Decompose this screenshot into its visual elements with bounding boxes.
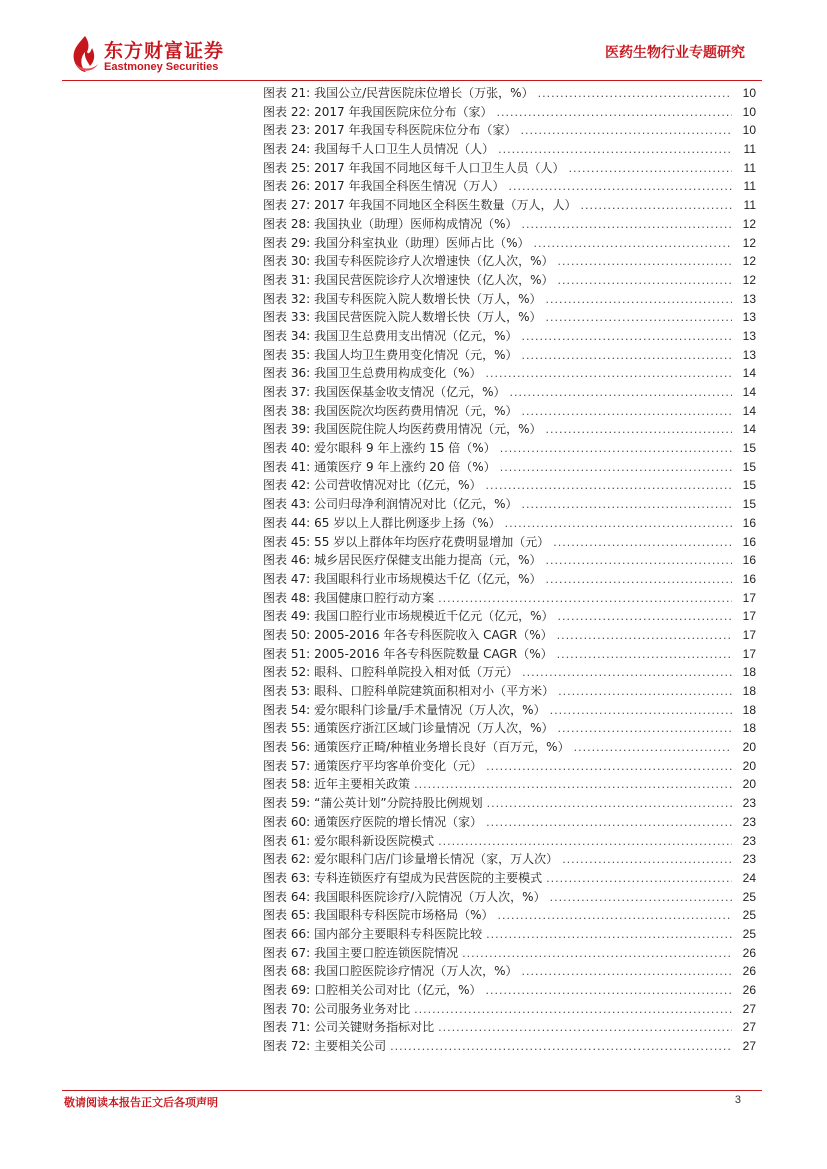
toc-entry[interactable] — [263, 1018, 756, 1037]
toc-entry-title: 口腔相关公司对比（亿元，%） — [314, 983, 482, 997]
toc-entry-page: 27 — [742, 1001, 756, 1016]
toc-entry-leader — [390, 1038, 732, 1056]
toc-entry-leader — [546, 552, 732, 570]
toc-entry[interactable] — [263, 84, 756, 103]
toc-entry-leader — [521, 122, 733, 140]
toc-entry-leader — [522, 328, 732, 346]
toc-entry-page: 16 — [742, 553, 756, 568]
toc-entry-page: 13 — [742, 291, 756, 306]
toc-entry-leader — [438, 833, 732, 851]
toc-entry-leader — [498, 907, 732, 925]
toc-entry-label: 图表 51: — [263, 646, 311, 661]
toc-entry-label: 图表 27: — [263, 198, 311, 213]
toc-entry-page: 10 — [742, 104, 756, 119]
toc-entry[interactable] — [263, 738, 756, 757]
toc-entry-page: 18 — [742, 702, 756, 717]
toc-entry[interactable] — [263, 682, 756, 701]
toc-entry-label: 图表 67: — [263, 945, 311, 960]
toc-entry-label: 图表 60: — [263, 814, 311, 829]
toc-entry-label: 图表 28: — [263, 216, 311, 231]
toc-entry-title: 公司营收情况对比（亿元，%） — [314, 478, 482, 493]
toc-entry-label: 图表 38: — [263, 403, 311, 418]
toc-entry-label: 图表 66: — [263, 926, 311, 941]
toc-entry-title: 我国眼科行业市场规模达千亿（亿元，%） — [314, 571, 542, 586]
toc-entry-leader — [558, 608, 732, 626]
toc-entry-page: 14 — [742, 366, 756, 381]
toc-entry-page: 25 — [742, 908, 756, 923]
toc-entry-page: 20 — [742, 758, 756, 773]
toc-entry-title: 近年主要相关政策 — [314, 777, 411, 792]
toc-entry-leader — [546, 421, 732, 439]
toc-entry-label: 图表 62: — [263, 852, 311, 867]
toc-entry[interactable] — [263, 346, 756, 365]
toc-entry-title: 爱尔眼科门诊量/手术量情况（万人次，%） — [314, 702, 546, 717]
toc-entry-leader — [557, 627, 732, 645]
toc-entry-label: 图表 71: — [263, 1020, 311, 1035]
toc-entry[interactable] — [263, 364, 756, 383]
toc-entry[interactable] — [263, 719, 756, 738]
toc-entry[interactable] — [263, 570, 756, 589]
toc-entry-leader — [498, 141, 732, 159]
toc-entry-label: 图表 70: — [263, 1001, 311, 1016]
toc-entry-label: 图表 29: — [263, 235, 311, 250]
toc-entry-title: 眼科、口腔科单院建筑面积相对小（平方米） — [314, 684, 555, 698]
toc-entry[interactable] — [263, 925, 756, 944]
toc-entry[interactable] — [263, 159, 756, 178]
toc-entry-title: 通策医疗医院的增长情况（家） — [314, 814, 483, 829]
toc-entry-label: 图表 69: — [263, 983, 311, 997]
toc-entry-page: 11 — [743, 160, 756, 175]
toc-entry-leader — [414, 776, 732, 794]
toc-entry-label: 图表 48: — [263, 590, 311, 605]
toc-entry-leader — [546, 291, 732, 309]
toc-entry-title: 2017 年我国全科医生情况（万人） — [314, 179, 505, 194]
toc-entry-page: 14 — [742, 385, 756, 399]
toc-entry-leader — [509, 178, 733, 196]
toc-entry-label: 图表 35: — [263, 347, 311, 362]
toc-entry-title: 我国每千人口卫生人员情况（人） — [314, 142, 495, 157]
toc-entry-label: 图表 26: — [263, 179, 311, 194]
toc-entry[interactable] — [263, 944, 756, 963]
toc-entry-title: 我国医院住院人均医药费用情况（元，%） — [314, 422, 542, 437]
toc-entry-page: 13 — [742, 328, 756, 343]
toc-entry-page: 26 — [742, 945, 756, 960]
toc-entry-leader — [574, 739, 732, 757]
toc-entry-page: 12 — [742, 254, 756, 269]
toc-entry-label: 图表 23: — [263, 123, 311, 138]
toc-entry-page: 13 — [742, 310, 756, 325]
toc-entry[interactable] — [263, 645, 756, 664]
toc-entry-title: 2017 年我国不同地区全科医生数量（万人，人） — [314, 198, 577, 213]
toc-entry[interactable] — [263, 196, 756, 215]
toc-entry-label: 图表 41: — [263, 459, 311, 474]
toc-entry-title: 2005-2016 年各专科医院收入 CAGR（%） — [314, 627, 553, 642]
toc-entry-title: 我国专科医院入院人数增长快（万人，%） — [314, 291, 542, 306]
toc-entry-label: 图表 30: — [263, 254, 311, 269]
toc-entry-label: 图表 37: — [263, 385, 311, 399]
toc-entry-page: 15 — [742, 497, 756, 512]
toc-entry-label: 图表 42: — [263, 478, 311, 493]
toc-entry-page: 23 — [742, 796, 756, 811]
toc-entry-title: 2017 年我国专科医院床位分布（家） — [314, 123, 517, 138]
toc-entry[interactable] — [263, 308, 756, 327]
toc-entry-page: 11 — [743, 198, 756, 213]
toc-entry-label: 图表 45: — [263, 534, 311, 549]
toc-entry[interactable] — [263, 103, 756, 122]
toc-entry-page: 25 — [742, 889, 756, 904]
toc-entry-leader — [538, 85, 732, 103]
toc-entry-label: 图表 32: — [263, 291, 311, 306]
toc-entry-title: 城乡居民医疗保健支出能力提高（元，%） — [314, 553, 542, 568]
toc-entry-leader — [486, 982, 732, 1000]
toc-entry-leader — [546, 309, 732, 327]
toc-entry[interactable] — [263, 476, 756, 495]
toc-entry[interactable] — [263, 533, 756, 552]
toc-entry-label: 图表 31: — [263, 272, 311, 287]
toc-entry-page: 23 — [742, 814, 756, 829]
toc-entry-leader — [550, 702, 732, 720]
toc-entry[interactable] — [263, 177, 756, 196]
toc-entry-page: 17 — [742, 590, 756, 605]
toc-entry-title: 我国专科医院诊疗人次增速快（亿人次，%） — [314, 254, 554, 269]
toc-entry-label: 图表 21: — [263, 86, 311, 100]
toc-entry-page: 11 — [743, 142, 756, 157]
toc-entry-title: 我国眼科专科医院市场格局（%） — [314, 908, 494, 923]
toc-entry-title: 公司服务业务对比 — [314, 1001, 411, 1016]
toc-entry-page: 15 — [742, 441, 756, 456]
toc-entry[interactable] — [263, 290, 756, 309]
toc-entry[interactable] — [263, 121, 756, 140]
footer-disclaimer: 敬请阅读本报告正文后各项声明 — [64, 1096, 218, 1109]
toc-entry-page: 18 — [742, 684, 756, 698]
toc-entry-page: 17 — [742, 627, 756, 642]
toc-entry-title: 我国卫生总费用支出情况（亿元，%） — [314, 328, 518, 343]
toc-entry-page: 14 — [742, 422, 756, 437]
toc-entry[interactable] — [263, 757, 756, 776]
page-header — [0, 0, 827, 88]
toc-entry[interactable] — [263, 327, 756, 346]
toc-entry-page: 17 — [742, 609, 756, 624]
toc-entry[interactable] — [263, 234, 756, 253]
toc-entry-leader — [546, 870, 732, 888]
toc-entry-label: 图表 55: — [263, 721, 311, 736]
toc-entry[interactable] — [263, 140, 756, 159]
toc-entry-title: “蒲公英计划”分院持股比例规划 — [314, 796, 483, 811]
toc-entry[interactable] — [263, 832, 756, 851]
toc-entry-leader — [557, 646, 732, 664]
toc-entry-leader — [486, 477, 732, 495]
toc-entry-label: 图表 58: — [263, 777, 311, 792]
toc-entry-leader — [510, 384, 732, 402]
toc-entry-page: 10 — [742, 123, 756, 138]
company-logo — [68, 34, 248, 78]
toc-entry-page: 15 — [742, 459, 756, 474]
toc-entry-page: 12 — [742, 216, 756, 231]
toc-entry-leader — [414, 1001, 732, 1019]
toc-entry[interactable] — [263, 215, 756, 234]
toc-entry-title: 我国口腔医院诊疗情况（万人次，%） — [314, 964, 518, 979]
footer-page-number: 3 — [734, 1094, 741, 1106]
toc-entry-title: 通策医疗 9 年上涨约 20 倍（%） — [314, 459, 496, 474]
toc-entry-label: 图表 24: — [263, 142, 311, 157]
toc-entry-leader — [558, 272, 732, 290]
toc-entry-leader — [438, 590, 732, 608]
toc-entry-page: 26 — [742, 964, 756, 979]
toc-entry-title: 通策医疗平均客单价变化（元） — [314, 758, 483, 773]
flame-logo-icon — [68, 34, 102, 74]
toc-entry-title: 主要相关公司 — [314, 1039, 387, 1054]
toc-entry-title: 我国卫生总费用构成变化（%） — [314, 366, 482, 381]
toc-entry-page: 12 — [742, 272, 756, 287]
toc-entry-leader — [550, 889, 732, 907]
toc-entry-page: 24 — [742, 870, 756, 885]
toc-entry-title: 通策医疗正畸/种植业务增长良好（百万元，%） — [314, 740, 570, 755]
toc-entry[interactable] — [263, 402, 756, 421]
toc-entry-leader — [486, 814, 732, 832]
toc-entry-label: 图表 25: — [263, 160, 311, 175]
toc-entry-title: 通策医疗浙江区域门诊量情况（万人次，%） — [314, 721, 554, 736]
toc-entry-label: 图表 64: — [263, 889, 311, 904]
toc-entry-title: 我国民营医院入院人数增长快（万人，%） — [314, 310, 542, 325]
toc-entry-leader — [522, 216, 732, 234]
toc-entry-title: 2017 年我国医院床位分布（家） — [314, 104, 493, 119]
toc-entry-title: 我国健康口腔行动方案 — [314, 590, 435, 605]
toc-entry-label: 图表 50: — [263, 627, 311, 642]
toc-entry-title: 我国执业（助理）医师构成情况（%） — [314, 216, 518, 231]
table-of-figures — [263, 84, 756, 1056]
toc-entry-title: 我国医保基金收支情况（亿元，%） — [314, 385, 506, 399]
toc-entry[interactable] — [263, 701, 756, 720]
toc-entry-leader — [581, 197, 733, 215]
toc-entry-page: 14 — [742, 403, 756, 418]
toc-entry-title: 我国分科室执业（助理）医师占比（%） — [314, 235, 530, 250]
toc-entry-label: 图表 44: — [263, 515, 311, 530]
toc-entry-leader — [462, 945, 732, 963]
toc-entry-label: 图表 52: — [263, 665, 311, 680]
toc-entry-page: 27 — [742, 1039, 756, 1054]
toc-entry-leader — [522, 403, 732, 421]
toc-entry-page: 26 — [742, 983, 756, 997]
toc-entry-label: 图表 65: — [263, 908, 311, 923]
toc-entry-title: 专科连锁医疗有望成为民营医院的主要模式 — [314, 870, 543, 885]
toc-entry-title: 65 岁以上人群比例逐步上扬（%） — [314, 515, 501, 530]
toc-entry-leader — [486, 758, 732, 776]
toc-entry-leader — [569, 160, 733, 178]
toc-entry-label: 图表 34: — [263, 328, 311, 343]
toc-entry[interactable] — [263, 420, 756, 439]
toc-entry-page: 20 — [742, 740, 756, 755]
toc-entry-label: 图表 53: — [263, 684, 311, 698]
toc-entry[interactable] — [263, 1037, 756, 1056]
toc-entry[interactable] — [263, 1000, 756, 1019]
toc-entry[interactable] — [263, 962, 756, 981]
toc-entry-leader — [500, 459, 732, 477]
toc-entry-label: 图表 36: — [263, 366, 311, 381]
toc-entry-title: 我国主要口腔连锁医院情况 — [314, 945, 459, 960]
toc-entry[interactable] — [263, 551, 756, 570]
toc-entry-label: 图表 54: — [263, 702, 311, 717]
toc-entry[interactable] — [263, 869, 756, 888]
toc-entry-leader — [438, 1019, 732, 1037]
toc-entry-leader — [558, 253, 732, 271]
toc-entry-label: 图表 22: — [263, 104, 311, 119]
toc-entry-leader — [487, 795, 732, 813]
toc-entry-title: 我国民营医院诊疗人次增速快（亿人次，%） — [314, 272, 554, 287]
toc-entry-page: 11 — [743, 179, 756, 194]
toc-entry-page: 16 — [742, 515, 756, 530]
toc-entry[interactable] — [263, 458, 756, 477]
toc-entry-label: 图表 59: — [263, 796, 311, 811]
toc-entry-leader — [522, 496, 732, 514]
toc-entry-label: 图表 61: — [263, 833, 311, 848]
toc-entry-title: 公司关键财务指标对比 — [314, 1020, 435, 1035]
toc-entry-title: 55 岁以上群体年均医疗花费明显增加（元） — [314, 534, 550, 549]
toc-entry-leader — [522, 963, 732, 981]
toc-entry-page: 15 — [742, 478, 756, 493]
toc-entry-label: 图表 72: — [263, 1039, 311, 1054]
toc-entry[interactable] — [263, 589, 756, 608]
toc-entry-title: 我国医院次均医药费用情况（元，%） — [314, 403, 518, 418]
toc-entry-leader — [500, 440, 732, 458]
toc-entry-label: 图表 57: — [263, 758, 311, 773]
toc-entry-page: 20 — [742, 777, 756, 792]
toc-entry-leader — [497, 104, 733, 122]
toc-entry-title: 我国口腔行业市场规模近千亿元（亿元，%） — [314, 609, 554, 624]
toc-entry[interactable] — [263, 813, 756, 832]
header-divider — [62, 80, 762, 81]
toc-entry-title: 2005-2016 年各专科医院数量 CAGR（%） — [314, 646, 553, 661]
toc-entry-label: 图表 39: — [263, 422, 311, 437]
toc-entry-leader — [546, 571, 732, 589]
toc-entry-leader — [558, 683, 732, 701]
toc-entry-page: 25 — [742, 926, 756, 941]
toc-entry-page: 27 — [742, 1020, 756, 1035]
toc-entry-page: 16 — [742, 571, 756, 586]
toc-entry-label: 图表 68: — [263, 964, 311, 979]
toc-entry[interactable] — [263, 663, 756, 682]
toc-entry-page: 13 — [742, 347, 756, 362]
toc-entry-title: 爱尔眼科门店/门诊量增长情况（家，万人次） — [314, 852, 559, 867]
toc-entry-label: 图表 63: — [263, 870, 311, 885]
toc-entry[interactable] — [263, 850, 756, 869]
toc-entry-title: 眼科、口腔科单院投入相对低（万元） — [314, 665, 519, 680]
footer-divider — [62, 1090, 762, 1091]
toc-entry-page: 18 — [742, 721, 756, 736]
toc-entry-label: 图表 46: — [263, 553, 311, 568]
toc-entry[interactable] — [263, 607, 756, 626]
toc-entry-leader — [553, 534, 732, 552]
toc-entry-leader — [562, 851, 732, 869]
toc-entry-leader — [486, 365, 732, 383]
toc-entry-title: 我国人均卫生费用变化情况（元，%） — [314, 347, 518, 362]
toc-entry[interactable] — [263, 794, 756, 813]
toc-entry-label: 图表 49: — [263, 609, 311, 624]
toc-entry-title: 我国公立/民营医院床位增长（万张，%） — [314, 86, 534, 100]
toc-entry-title: 公司归母净利润情况对比（亿元，%） — [314, 497, 518, 512]
toc-entry-leader — [522, 347, 732, 365]
toc-entry-label: 图表 43: — [263, 497, 311, 512]
toc-entry[interactable] — [263, 626, 756, 645]
toc-entry[interactable] — [263, 906, 756, 925]
toc-entry-label: 图表 47: — [263, 571, 311, 586]
toc-entry-page: 16 — [742, 534, 756, 549]
toc-entry-page: 10 — [742, 86, 756, 100]
toc-entry[interactable] — [263, 383, 756, 402]
toc-entry-page: 23 — [742, 833, 756, 848]
toc-entry-label: 图表 40: — [263, 441, 311, 456]
toc-entry[interactable] — [263, 495, 756, 514]
toc-entry-page: 17 — [742, 646, 756, 661]
toc-entry-page: 23 — [742, 852, 756, 867]
toc-entry-leader — [505, 515, 732, 533]
toc-entry-title: 爱尔眼科新设医院模式 — [314, 833, 435, 848]
logo-chinese-name: 东方财富证券 — [104, 40, 225, 62]
toc-entry[interactable] — [263, 271, 756, 290]
toc-entry-title: 2017 年我国不同地区每千人口卫生人员（人） — [314, 160, 565, 175]
toc-entry-page: 12 — [742, 235, 756, 250]
toc-entry[interactable] — [263, 252, 756, 271]
toc-entry-leader — [534, 235, 732, 253]
toc-entry-leader — [522, 664, 732, 682]
toc-entry-title: 我国眼科医院诊疗/入院情况（万人次，%） — [314, 889, 546, 904]
toc-entry-title: 国内部分主要眼科专科医院比较 — [314, 926, 483, 941]
toc-entry-leader — [486, 926, 732, 944]
toc-entry[interactable] — [263, 981, 756, 1000]
report-title: 医药生物行业专题研究 — [605, 45, 745, 61]
toc-entry-title: 爱尔眼科 9 年上涨约 15 倍（%） — [314, 441, 496, 456]
toc-entry[interactable] — [263, 439, 756, 458]
toc-entry[interactable] — [263, 514, 756, 533]
toc-entry-label: 图表 33: — [263, 310, 311, 325]
logo-english-name: Eastmoney Securities — [104, 61, 219, 73]
toc-entry[interactable] — [263, 888, 756, 907]
toc-entry[interactable] — [263, 775, 756, 794]
toc-entry-label: 图表 56: — [263, 740, 311, 755]
toc-entry-page: 18 — [742, 665, 756, 680]
toc-entry-leader — [558, 720, 732, 738]
